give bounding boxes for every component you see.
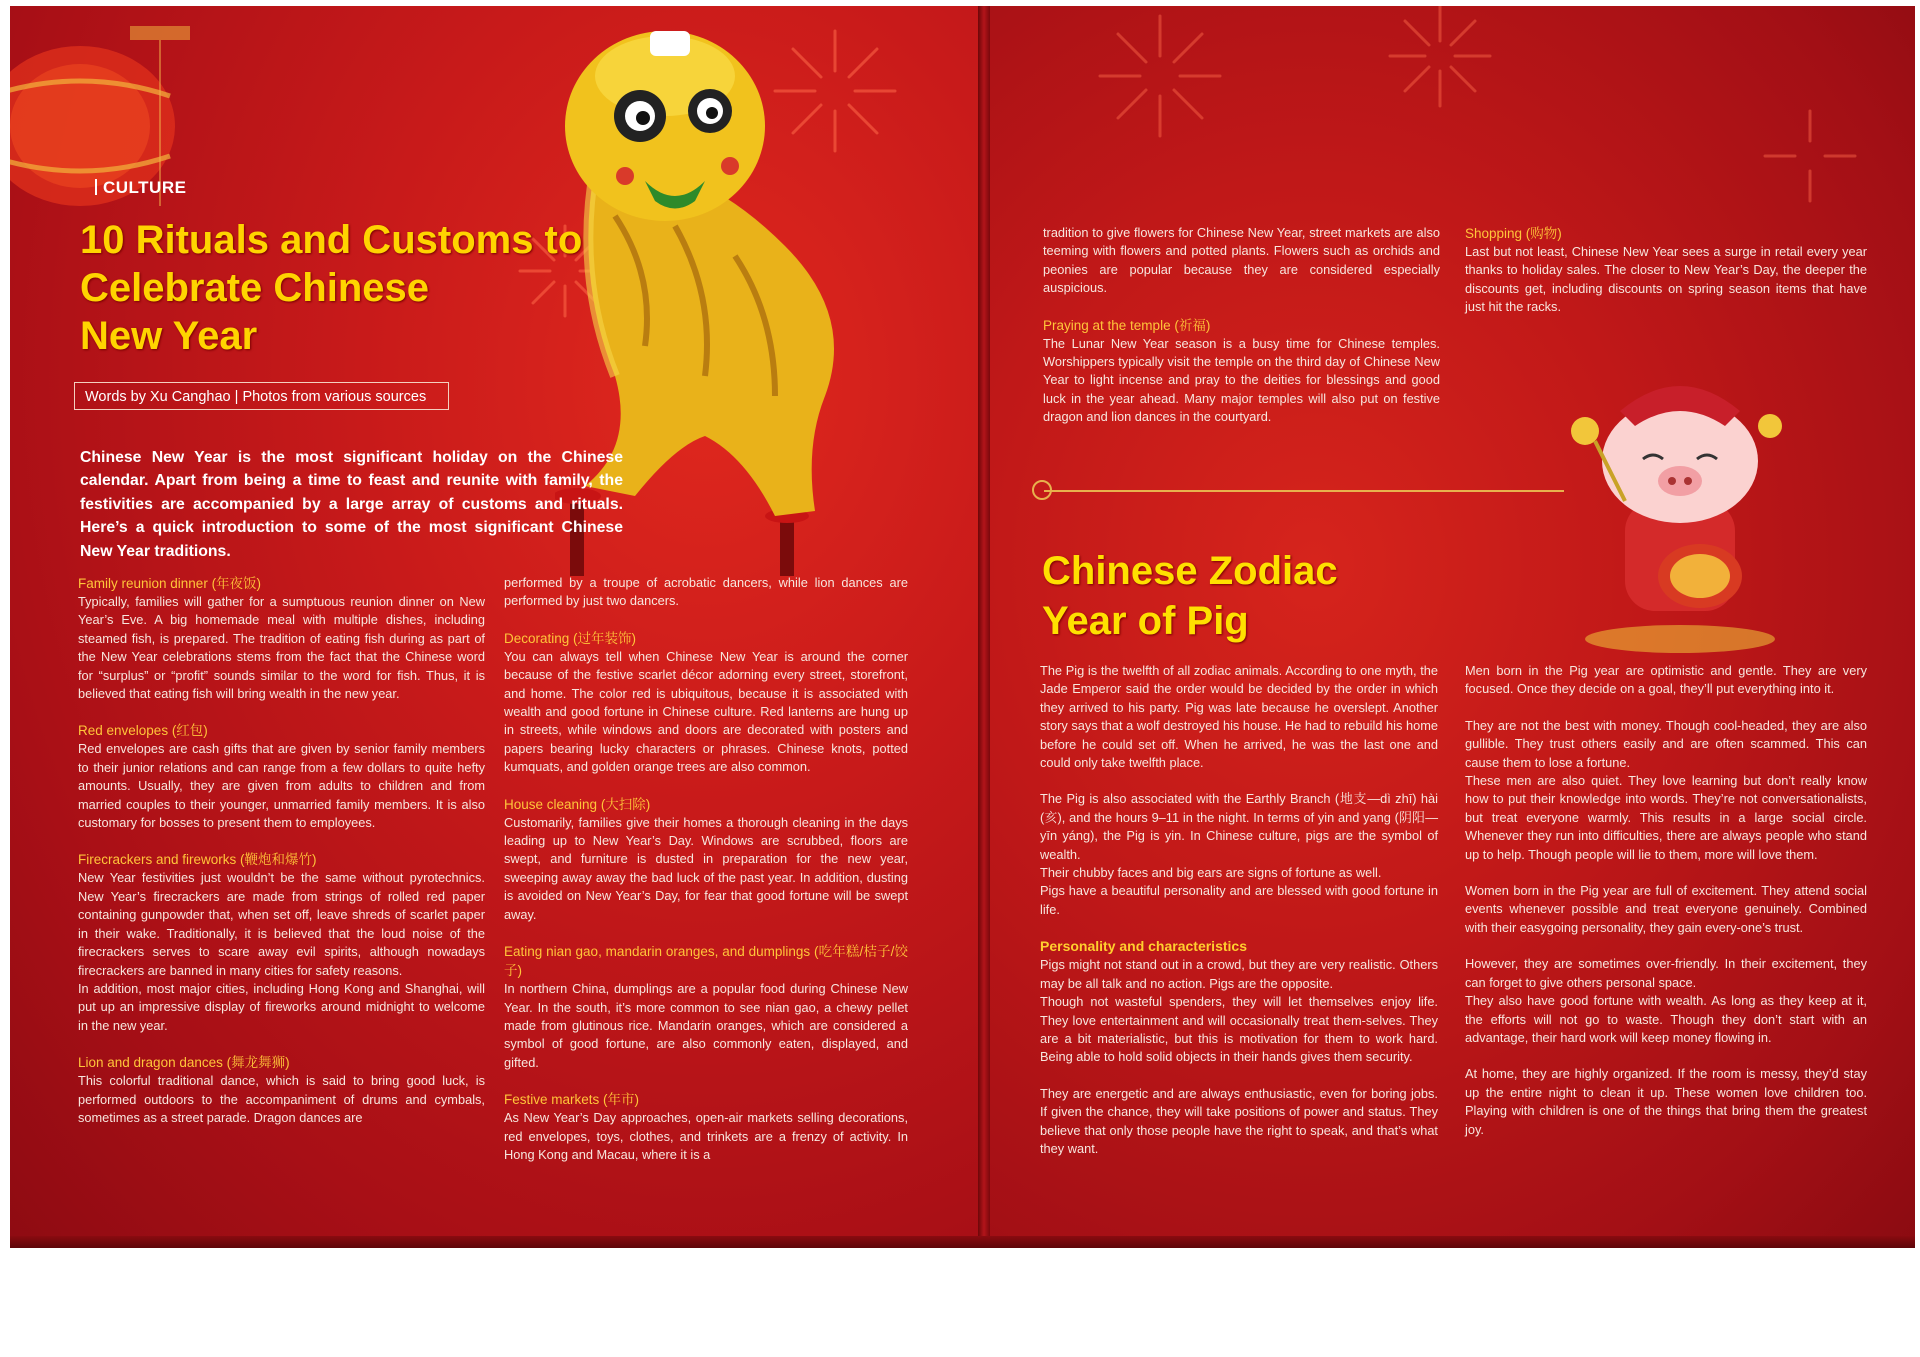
- body-paragraph: As New Year’s Day approaches, open-air markets selling decorations, red envelopes, toys, clothes, and trinkets are a frenzy of activity. In Hong Kong and Macau, where it is a: [504, 1110, 908, 1162]
- body-paragraph: The Pig is also associated with the Earthly Branch (地支—dì zhī) hài (亥), and the hours 9–11 in the night. In terms of yin and yang (阴阳—yīn yáng), the Pig is yin. In Chinese culture, pigs are the symbol of wealth.: [1040, 791, 1438, 862]
- body-paragraph: They are energetic and are always enthusiastic, even for boring jobs. If given the chance, they will take positions of power and status. They believe that only those people have the right to speak, and that’s what they want.: [1040, 1085, 1438, 1156]
- body-paragraph: In northern China, dumplings are a popular food during Chinese New Year. In the south, it’s more common to see nian gao, a chewy pellet made from glutinous rice. Mandarin oranges, which are considered a symbol of good fortune, are also commonly eaten, displayed, and gifted.: [504, 981, 908, 1070]
- body-paragraph: Women born in the Pig year are full of excitement. They attend social events whenever possible and treat everyone genuinely. Combined with their easygoing personality, they gain every-one’s trust.: [1465, 883, 1867, 935]
- page-gutter: [978, 6, 990, 1248]
- body-paragraph: Their chubby faces and big ears are signs of fortune as well.: [1040, 865, 1382, 881]
- body-paragraph: However, they are sometimes over-friendly. In their excitement, they can forget to give others personal space.: [1465, 956, 1867, 990]
- section-heading: Family reunion dinner (年夜饭): [78, 576, 262, 591]
- byline: Words by Xu Canghao | Photos from various sources: [74, 382, 449, 410]
- divider-line: [1044, 490, 1564, 492]
- body-paragraph: Pigs might not stand out in a crowd, but they are very realistic. Others may be all talk and no action. Pigs are the opposite.: [1040, 957, 1438, 991]
- body-paragraph: They are not the best with money. Though cool-headed, they are also gullible. They trust others easily and are often scammed. This can cause them to lose a fortune.: [1465, 717, 1867, 770]
- body-paragraph: This colorful traditional dance, which is said to bring good luck, is performed outdoors to the accompaniment of drums and cymbals, sometimes as a street parade. Dragon dances are: [78, 1073, 485, 1125]
- body-paragraph: Men born in the Pig year are optimistic and gentle. They are very focused. Once they decide on a goal, they’ll put everything into it.: [1465, 663, 1867, 697]
- zodiac-column-2: [1465, 662, 1867, 1139]
- right-top-column-2: [1465, 224, 1867, 317]
- body-paragraph: In addition, most major cities, including Hong Kong and Shanghai, will put up an impressive display of fireworks around midnight to welcome in the new year.: [78, 980, 485, 1033]
- body-paragraph: Though not wasteful spenders, they will let themselves enjoy life. They love entertainment and will occasionally treat them-selves. They are a bit materialistic, but this is motivation for them to work hard. Being able to hold solid objects in their hands gives them security.: [1040, 994, 1438, 1065]
- body-paragraph: These men are also quiet. They love learning but don’t really know how to put their knowledge into words. They’re not conversationalists, but treat everyone warmly. This results in a large social circle. Whenever they run into difficulties, there are always people who stand up to help. Though people will lie to them, more will love them.: [1465, 773, 1867, 862]
- left-page: [10, 6, 978, 1248]
- body-paragraph: performed by a troupe of acrobatic dancers, while lion dances are performed by just two dancers.: [504, 575, 908, 609]
- magazine-spread: [10, 6, 1915, 1248]
- section-heading: Praying at the temple (祈福): [1043, 317, 1211, 333]
- body-paragraph: At home, they are highly organized. If the room is messy, they’d stay up the entire night to clean it up. These women love children too. Playing with children is one of the things that bring them the greatest joy.: [1465, 1066, 1867, 1137]
- article-title: 10 Rituals and Customs to Celebrate Chinese New Year: [80, 218, 583, 358]
- body-paragraph: Typically, families will gather for a sumptuous reunion dinner on New Year’s Eve. A big homemade meal with multiple dishes, including steamed fish, is prepared. The tradition of eating fish during as part of the New Year celebrations stems from the fact that the Chinese word for “surplus” or “profit” sounds similar to the word for fish. Thus, it is believed that eating fish will bring wealth in the new year.: [78, 594, 485, 702]
- spread-bottom-edge: [10, 1236, 1915, 1248]
- section-heading: Eating nian gao, mandarin oranges, and dumplings (吃年糕/桔子/饺子): [504, 944, 908, 979]
- section-heading: Personality and characteristics: [1040, 938, 1247, 955]
- body-paragraph: tradition to give flowers for Chinese New Year, street markets are also teeming with flowers and potted plants. Flowers such as orchids and peonies are popular because they are considered especially auspicious.: [1043, 225, 1440, 296]
- left-column-2: [504, 574, 908, 1164]
- section-heading: Red envelopes (红包): [78, 723, 208, 739]
- pig-mascot-illustration: [1565, 371, 1795, 661]
- body-paragraph: New Year festivities just wouldn’t be the same without pyrotechnics. New Year’s firecrackers are made from strings of rolled red paper containing gunpowder that, when set off, leave shreds of scarlet paper in their wake. Traditionally, it is believed that the loud noise of the firecrackers serves to scare away evil spirits, although nowadays firecrackers are banned in many cities for safety reasons.: [78, 870, 485, 978]
- body-paragraph: The Pig is the twelfth of all zodiac animals. According to one myth, the Jade Emperor said the order would be decided by the order in which they arrived to his party. Pig was late because he overslept. Another story says that a wolf destroyed his house. He had to rebuild his home before he could set off. When he arrived, he was the last one and could only take twelfth place.: [1040, 663, 1438, 771]
- section-heading: House cleaning (大扫除): [504, 796, 651, 812]
- section-heading: Lion and dragon dances (舞龙舞狮): [78, 1055, 290, 1071]
- left-column-1: [78, 574, 485, 1127]
- body-paragraph: Red envelopes are cash gifts that are given by senior family members to their junior relations and can range from a few dollars to quite hefty amounts. Usually, they are given from adults to children and from married couples to their younger, unmarried family members. It is also customary for bosses to present them to employees.: [78, 741, 485, 831]
- section-heading: Firecrackers and fireworks (鞭炮和爆竹): [78, 852, 317, 868]
- body-paragraph: Customarily, families give their homes a thorough cleaning in the days leading up to New Year’s Day. Windows are scrubbed, floors are swept, and furniture is dusted in preparation for the new year, sweeping away away the bad luck of the past year. In addition, dusting is avoided on New Year’s Day, for fear that good fortune will be swept away.: [504, 814, 908, 922]
- section-heading: Decorating (过年装饰): [504, 630, 637, 646]
- body-paragraph: The Lunar New Year season is a busy time for Chinese temples. Worshippers typically visit the temple on the third day of Chinese New Year to light incense and pray to the deities for blessings and good luck in the year ahead. Many major temples will also put on festive dragon and lion dances in the courtyard.: [1043, 335, 1440, 425]
- article-intro: Chinese New Year is the most significant holiday on the Chinese calendar. Apart from being a time to feast and reunite with family, the festivities are accompanied by a large array of customs and rituals. Here’s a quick introduction to some of the most significant Chinese New Year traditions.: [80, 449, 623, 560]
- zodiac-column-1: [1040, 662, 1438, 1158]
- right-page: [990, 6, 1915, 1248]
- zodiac-title: Chinese Zodiac Year of Pig: [1042, 549, 1338, 643]
- body-paragraph: Last but not least, Chinese New Year sees a surge in retail every year thanks to holiday sales. The closer to New Year’s Day, the deeper the discounts get, including discounts on spring season items that have just hit the racks.: [1465, 244, 1867, 315]
- body-paragraph: They also have good fortune with wealth. As long as they keep at it, the efforts will not go to waste. Though they don’t start with an advantage, their hard work will keep money flowing in.: [1465, 993, 1867, 1045]
- section-label: CULTURE: [95, 178, 186, 198]
- body-paragraph: You can always tell when Chinese New Year is around the corner because of the festive scarlet décor adorning every street, storefront, and home. The color red is ubiquitous, because it is associated with wealth and good fortune in Chinese culture. Red lanterns are hung up in streets, while windows and doors are decorated with posters and papers bearing lucky characters or phrases. Chinese knots, potted kumquats, and golden orange trees are also common.: [504, 648, 908, 775]
- section-heading: Shopping (购物): [1465, 226, 1562, 241]
- body-paragraph: Pigs have a beautiful personality and are blessed with good fortune in life.: [1040, 883, 1438, 917]
- right-top-column-1: [1043, 224, 1440, 427]
- section-heading: Festive markets (年市): [504, 1092, 640, 1108]
